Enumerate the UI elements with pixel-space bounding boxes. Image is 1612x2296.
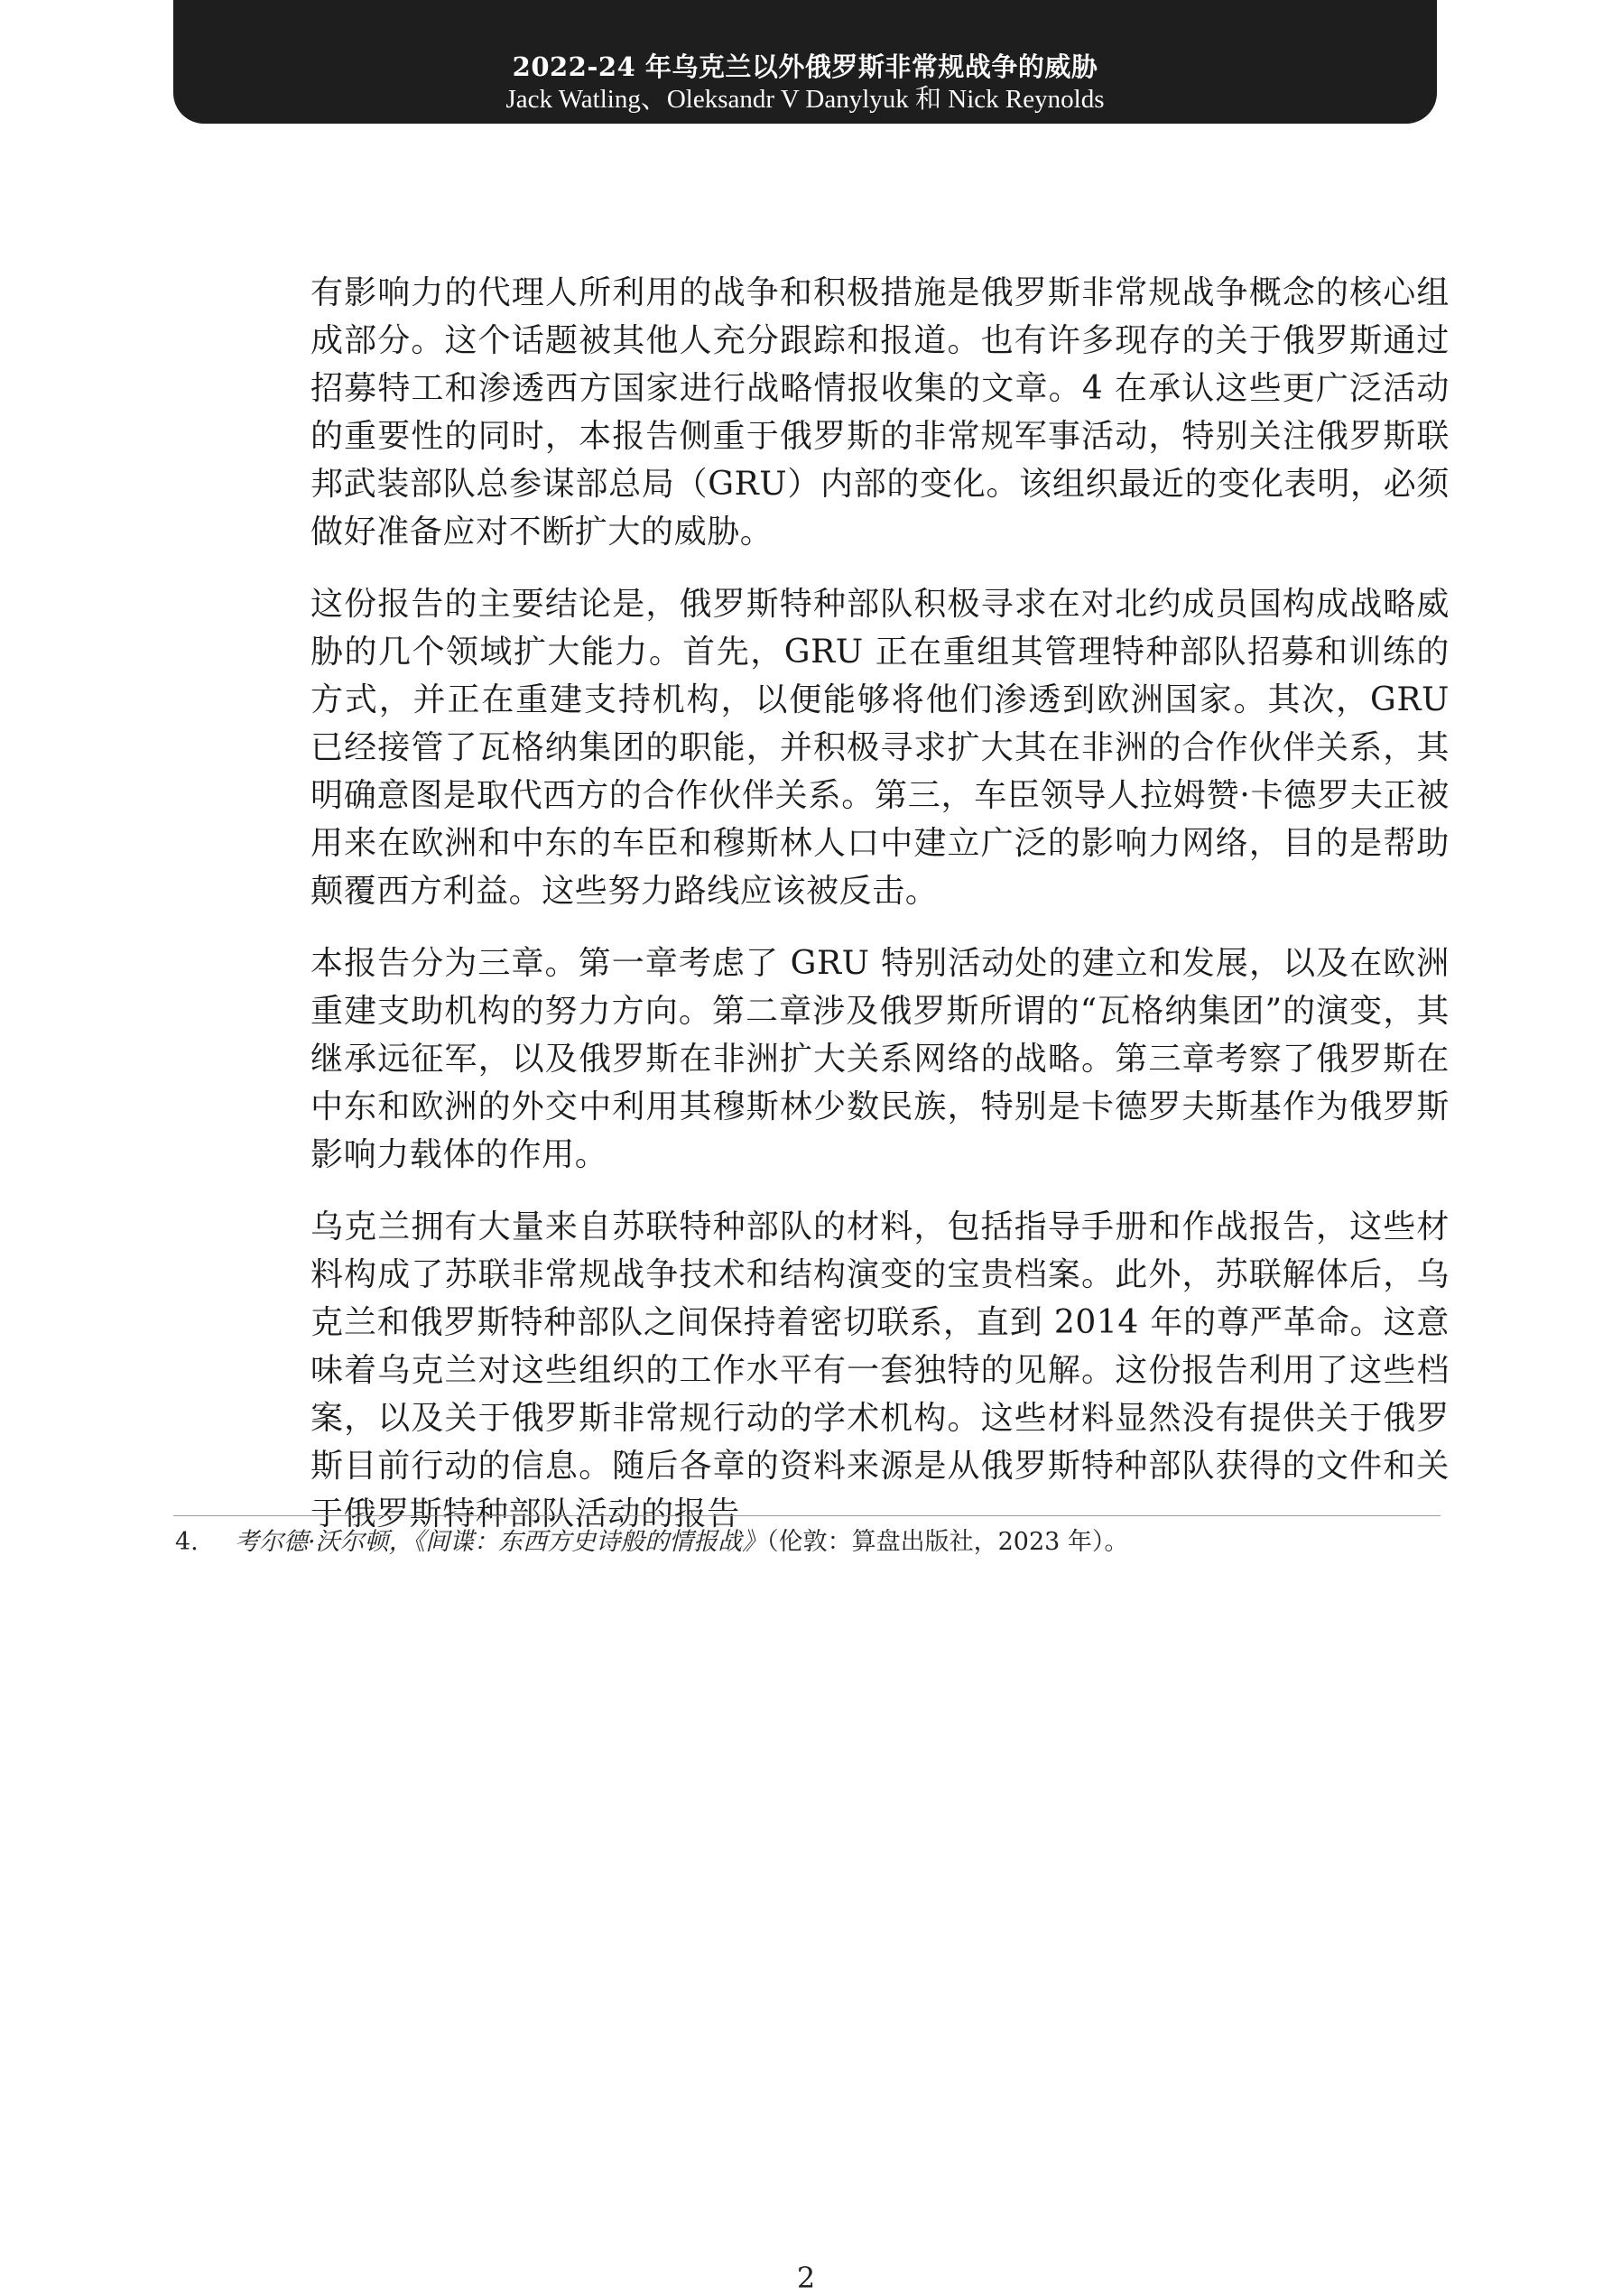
paragraph-4: 乌克兰拥有大量来自苏联特种部队的材料，包括指导手册和作战报告，这些材料构成了苏联非常规战争技术和结构演变的宝贵档案。此外，苏联解体后，乌克兰和俄罗斯特种部队之间保持着密切联系，直到 2014 年的尊严革命。这意味着乌克兰对这些组织的工作水平有一套独特的见解。这份报告利用了这些档案，以及关于俄罗斯非常规行动的学术机构。这些材料显然没有提供关于俄罗斯目前行动的信息。随后各章的资料来源是从俄罗斯特种部队获得的文件和关于俄罗斯特种部队活动的报告 [310,1208,1450,1532]
footnote-publication: （伦敦：算盘出版社，2023 年）。 [766,1528,1129,1556]
main-body [310,269,1450,1562]
footnote-4 [175,1525,1439,1560]
page-number: 2 [796,2261,816,2295]
header-authors: Jack Watling、Oleksandr V Danylyuk 和 Nick Reynolds [505,85,1105,114]
header-title: 2022-24 年乌克兰以外俄罗斯非常规战争的威胁 [512,51,1098,82]
paragraph-1: 有影响力的代理人所利用的战争和积极措施是俄罗斯非常规战争概念的核心组成部分。这个话题被其他人充分跟踪和报道。也有许多现存的关于俄罗斯通过招募特工和渗透西方国家进行战略情报收集的文章。4 在承认这些更广泛活动的重要性的同时，本报告侧重于俄罗斯的非常规军事活动，特别关注俄罗斯联邦武装部队总参谋部总局（GRU）内部的变化。该组织最近的变化表明，必须做好准备应对不断扩大的威胁。 [310,274,1450,551]
running-header [173,0,1437,124]
paragraph-3: 本报告分为三章。第一章考虑了 GRU 特别活动处的建立和发展，以及在欧洲重建支助机构的努力方向。第二章涉及俄罗斯所谓的“瓦格纳集团”的演变，其继承远征军，以及俄罗斯在非洲扩大关系网络的战略。第三章考察了俄罗斯在中东和欧洲的外交中利用其穆斯林少数民族，特别是卡德罗夫斯基作为俄罗斯影响力载体的作用。 [310,945,1450,1173]
footnote-number: 4. [175,1528,199,1556]
footnote-book-title: 《间谍：东西方史诗般的情报战》 [412,1528,767,1556]
footnote-author: 考尔德·沃尔顿， [235,1528,413,1556]
footnote-divider [173,1515,1441,1516]
paragraph-2: 这份报告的主要结论是，俄罗斯特种部队积极寻求在对北约成员国构成战略威胁的几个领域扩大能力。首先，GRU 正在重组其管理特种部队招募和训练的方式，并正在重建支持机构，以便能够将他们渗透到欧洲国家。其次，GRU 已经接管了瓦格纳集团的职能，并积极寻求扩大其在非洲的合作伙伴关系，其明确意图是取代西方的合作伙伴关系。第三，车臣领导人拉姆赞·卡德罗夫正被用来在欧洲和中东的车臣和穆斯林人口中建立广泛的影响力网络，目的是帮助颠覆西方利益。这些努力路线应该被反击。 [310,586,1450,910]
